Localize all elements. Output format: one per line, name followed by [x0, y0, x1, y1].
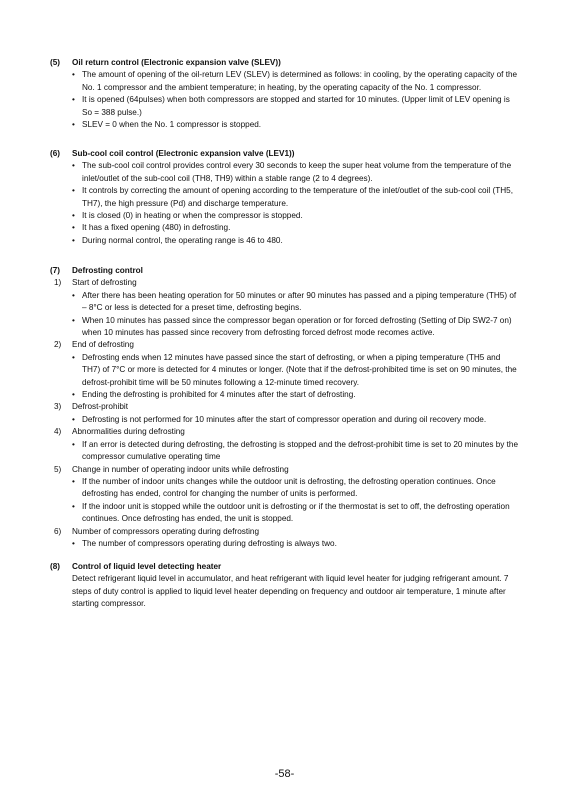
paragraph: Detect refrigerant liquid level in accumulator, and heat refrigerant with liquid level heater for judging refrigerant amount. 7 steps of duty control is applied to liquid level heater depending on frequency and outdoor air temperature, 1 minute after starting compressor.: [72, 574, 509, 609]
list-item: • It is closed (0) in heating or when the compressor is stopped.: [72, 211, 303, 221]
bullet-list: [50, 352, 520, 402]
list-item: • The number of compressors operating during defrosting is always two.: [72, 538, 337, 548]
subsection-heading: 4) Abnormalities during defrosting: [54, 427, 185, 437]
section-sub-cool-coil-control: [50, 148, 520, 247]
list-item: • Defrosting ends when 12 minutes have passed since the start of defrosting, or when a piping temperature (TH5 and TH7) of 7°C or more is detected for 4 minutes or longer. (Note that if the defrost-prohibited time is set on 90 minutes, the defrost-prohibit time will be 50 minutes following a 12-minute timed recovery.: [72, 352, 517, 387]
subsection-heading: 2) End of defrosting: [54, 340, 134, 350]
section-title: Defrosting control: [72, 266, 143, 275]
list-item: • The amount of opening of the oil-return LEV (SLEV) is determined as follows: in cooling, by the operating capacity of the No. 1 compressor and the ambient temperature; in heating, by the operating capacity of the No. 1 compressor.: [72, 70, 518, 92]
subsection-heading: 6) Number of compressors operating during defrosting: [54, 526, 260, 536]
bullet-list: [50, 290, 520, 340]
bullet-list: [50, 414, 520, 426]
section-liquid-level-heater: [50, 561, 520, 611]
list-item: • If the indoor unit is stopped while the outdoor unit is defrosting or if the thermostat is set to off, the defrosting operation continues. Once defrosting has ended, the unit is stopped.: [72, 501, 510, 524]
list-item: • The sub-cool coil control provides control every 30 seconds to keep the super heat volume from the temperature of the inlet/outlet of the sub-cool coil (TH8, TH9) within a stable range (2 to 4 degrees).: [72, 161, 512, 183]
subsection-heading: 3) Defrost-prohibit: [54, 402, 128, 412]
list-item: • During normal control, the operating range is 46 to 480.: [72, 235, 283, 245]
list-item: • It controls by correcting the amount of opening according to the temperature of the inlet/outlet of the sub-cool coil (TH5, TH7), the high pressure (Pd) and discharge temperature.: [72, 186, 513, 208]
section-number: (8): [50, 562, 61, 571]
list-item: • If the number of indoor units changes while the outdoor unit is defrosting, the defrosting operation continues. Once defrosting has ended, control for changing the number of units is performed.: [72, 476, 496, 499]
section-heading: [50, 148, 520, 160]
section-title: Oil return control (Electronic expansion valve (SLEV)): [72, 58, 281, 67]
bullet-list: [50, 160, 520, 247]
list-item: • It is opened (64pulses) when both compressors are stopped and started for 10 minutes. (Upper limit of LEV opening is So = 388 pulse.): [72, 95, 510, 117]
list-item: • When 10 minutes has passed since the compressor began operation or for forced defrosting (Setting of Dip SW2-7 on) when 10 minutes has passed since recovery from defrosting forced defrost mode recomes active.: [72, 315, 512, 338]
section-title: Sub-cool coil control (Electronic expansion valve (LEV1)): [72, 149, 295, 158]
list-item: • Ending the defrosting is prohibited for 4 minutes after the start of defrosting.: [72, 390, 356, 400]
section-defrosting-control: [50, 265, 520, 550]
section-heading: [50, 265, 520, 277]
section-heading: [50, 57, 520, 69]
list-item: • It has a fixed opening (480) in defrosting.: [72, 223, 231, 233]
section-heading: [50, 561, 520, 573]
subsection-heading: 1) Start of defrosting: [54, 278, 137, 288]
bullet-list: [50, 439, 520, 464]
section-oil-return-control: [50, 57, 520, 131]
list-item: • After there has been heating operation for 50 minutes or after 90 minutes has passed and a piping temperature (TH5) of – 8°C or less is detected for a preset time, defrosting begins.: [72, 290, 517, 313]
section-number: (5): [50, 58, 61, 67]
section-number: (6): [50, 149, 61, 158]
section-title: Control of liquid level detecting heater: [72, 562, 222, 571]
bullet-list: [50, 476, 520, 526]
bullet-list: [50, 69, 520, 131]
list-item: • If an error is detected during defrosting, the defrosting is stopped and the defrost-prohibit time is set to 20 minutes by the compressor cumulative operating time: [72, 439, 519, 462]
bullet-list: [50, 538, 520, 550]
section-number: (7): [50, 266, 61, 275]
list-item: • SLEV = 0 when the No. 1 compressor is stopped.: [72, 120, 262, 130]
page-number: -58-: [274, 768, 295, 780]
list-item: • Defrosting is not performed for 10 minutes after the start of compressor operation and during oil recovery mode.: [72, 414, 487, 424]
subsection-heading: 5) Change in number of operating indoor units while defrosting: [54, 464, 289, 474]
